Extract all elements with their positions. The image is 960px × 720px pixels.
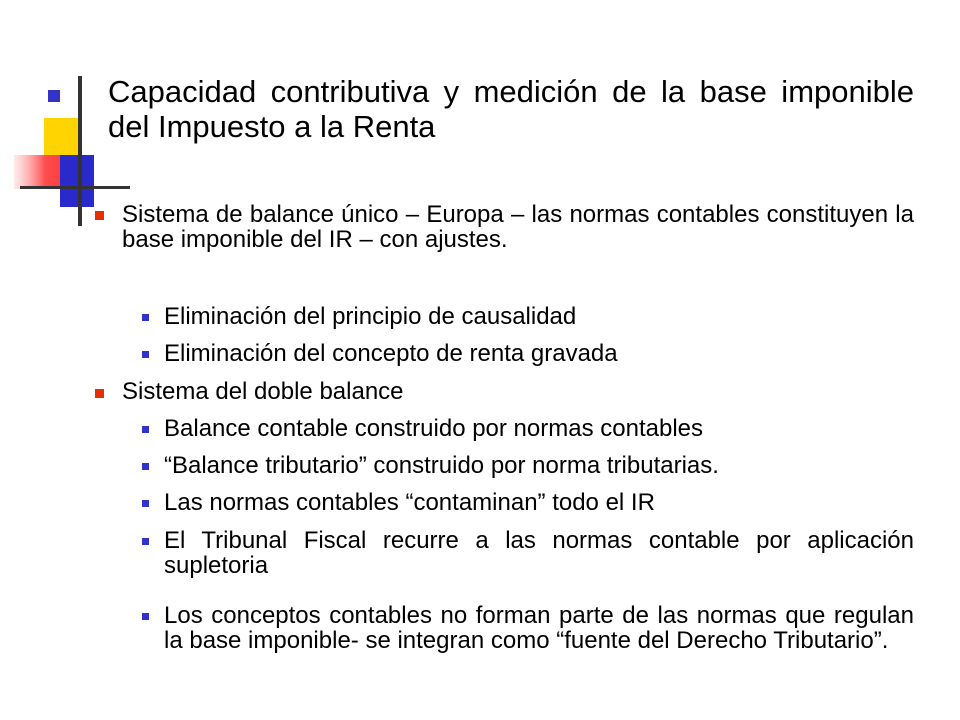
- bullet-icon: [142, 613, 149, 620]
- bullet-icon: [142, 463, 149, 470]
- list-item: Los conceptos contables no forman parte de las normas que regulan la base imponible- se integran como “fuente del Derecho Tributario”.: [164, 602, 914, 654]
- list-item: El Tribunal Fiscal recurre a las normas contable por aplicación supletoria: [164, 527, 914, 579]
- bullet-icon: [95, 211, 104, 220]
- list-item: Sistema de balance único – Europa – las normas contables constituyen la base imponible del IR – con ajustes.: [122, 201, 914, 253]
- list-item: Las normas contables “contaminan” todo el IR: [164, 489, 655, 516]
- title-bullet-icon: [48, 90, 60, 102]
- slide-title: Capacidad contributiva y medición de la base imponible del Impuesto a la Renta: [108, 74, 914, 144]
- bullet-icon: [142, 426, 149, 433]
- bullet-icon: [95, 389, 104, 398]
- bullet-icon: [142, 538, 149, 545]
- bullet-icon: [142, 314, 149, 321]
- list-item: Eliminación del principio de causalidad: [164, 303, 577, 330]
- list-item: “Balance tributario” construido por norma tributarias.: [164, 452, 719, 479]
- bullet-icon: [142, 500, 149, 507]
- list-item: Eliminación del concepto de renta gravada: [164, 340, 618, 367]
- bullet-icon: [142, 351, 149, 358]
- list-item: Balance contable construido por normas contables: [164, 415, 703, 442]
- list-item: Sistema del doble balance: [122, 378, 404, 405]
